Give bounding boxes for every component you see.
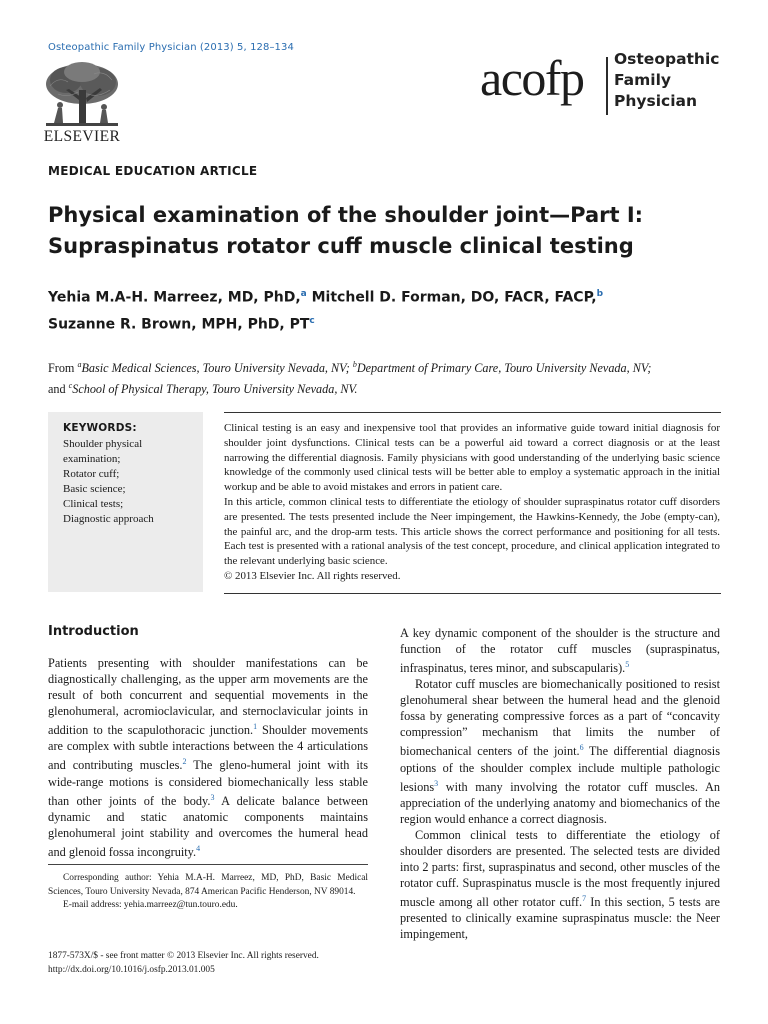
affiliation-b: Department of Primary Care, Touro University Nevada, NV; [356,361,652,376]
abstract-rule-bottom [224,593,721,594]
affiliation-from: From [48,361,78,376]
keyword-item: examination; [63,453,121,466]
citation-link[interactable]: 1 [253,722,258,732]
brand-wordmark: acofp [480,50,584,106]
body-text: The gleno-humeral joint with its wide-range motions is considered biomechanically less stable than other joints of the body. [48,758,368,808]
body-paragraph [400,827,720,942]
citation-link[interactable]: 2 [182,757,187,767]
body-column-right [400,625,720,942]
author-name: Suzanne R. Brown, MPH, PhD, PT [48,316,310,333]
footnote-rule [48,864,368,865]
journal-name-line-3: Physician [614,92,698,110]
keyword-item: Basic science; [63,483,126,496]
brand-divider [606,57,608,115]
body-column-left [48,655,368,860]
title-line-2: Supraspinatus rotator cuff muscle clinical testing [48,234,634,258]
affiliation-marker: a [77,360,82,369]
doi-link[interactable]: http://dx.doi.org/10.1016/j.osfp.2013.01.005 [48,965,215,975]
abstract [224,421,720,584]
keyword-item: Rotator cuff; [63,468,120,481]
body-paragraph [400,625,720,676]
front-matter-line: 1877-573X/$ - see front matter © 2013 Elsevier Inc. All rights reserved. [48,951,319,961]
citation-link[interactable]: 7 [582,894,587,904]
affiliation-marker: c [68,381,73,391]
affiliation-c: School of Physical Therapy, Touro University Nevada, NV. [72,382,358,397]
article-type: MEDICAL EDUCATION ARTICLE [48,164,258,178]
abstract-paragraph: Clinical testing is an easy and inexpensive tool that provides an informative guide toward initial diagnosis for shoulder joint dysfunctions. Clinical tests can be a powerful aid toward a correct diagnosis or at the least narrowing the differential diagnosis. Family physicians with good understanding of the underlying basic science knowledge of the commonly used clinical tests will be better able to employ a systematic approach in the initial workup and be able to avoid mistakes and errors in patient care. [224,422,720,494]
body-text: The differential diagnosis options of the shoulder complex include multiple pathologic lesions [400,744,720,794]
author-name: Mitchell D. Forman, DO, FACR, FACP, [311,289,597,306]
section-heading-introduction: Introduction [48,624,139,639]
journal-reference[interactable]: Osteopathic Family Physician (2013) 5, 128–134 [48,42,294,53]
body-text: Patients presenting with shoulder manifestations can be diagnostically challenging, as the upper arm movements are the result of both concurrent and sequential movements in the glenohumeral, acromioclavicular, and sternoclavicular joints in addition to the scapulothoracic junction. [48,656,368,738]
journal-name [614,49,719,112]
body-text: A key dynamic component of the shoulder is the structure and function of the rotator cuff muscles (supraspinatus, infraspinatus, teres minor, and subscapularis). [400,626,720,676]
author-name: Yehia M.A-H. Marreez, MD, PhD, [48,289,301,306]
article-title [48,200,738,262]
body-paragraph [48,655,368,860]
citation-link[interactable]: 5 [625,660,630,670]
body-paragraph [400,676,720,827]
body-text: In this section, 5 tests are presented to clinically examine supraspinatus muscle: the Neer impingement, [400,895,720,942]
citation-link[interactable]: 3 [434,778,439,788]
journal-name-line-1: Osteopathic [614,50,720,68]
author-affiliation-marker[interactable]: c [309,315,315,326]
keywords-list [63,437,154,528]
affiliation-and: and [48,382,69,397]
journal-name-line-2: Family [614,71,672,89]
affiliation-marker: b [352,360,357,369]
citation-link[interactable]: 6 [579,743,584,753]
keyword-item: Shoulder physical [63,438,143,450]
author-list [48,283,738,336]
doi-block [48,949,378,977]
body-text: Shoulder movements are complex with subtle interactions between the 4 articulations and contributing muscles. [48,723,368,773]
footnote [48,872,368,913]
affiliation-a: Basic Medical Sciences, Touro University Nevada, NV; [81,361,353,376]
author-affiliation-marker[interactable]: b [596,289,604,299]
abstract-rule-top [224,412,721,413]
publisher-name: ELSEVIER [43,128,121,145]
keywords-heading: KEYWORDS: [63,422,137,434]
citation-link[interactable]: 4 [196,843,201,853]
abstract-copyright: © 2013 Elsevier Inc. All rights reserved. [224,569,401,582]
body-text: A delicate balance between dynamic and static anatomic components maintains glenohumeral joint stability and overcomes the humeral head and glenoid fossa incongruity. [48,793,369,859]
keyword-item: Diagnostic approach [63,513,154,526]
corresponding-author: Corresponding author: Yehia M.A-H. Marreez, MD, PhD, Basic Medical Sciences, Touro University Nevada, 874 American Pacific Henderson, NV 89014. [48,873,368,897]
title-line-1: Physical examination of the shoulder joint—Part I: [48,203,644,227]
author-affiliation-marker[interactable]: a [300,289,307,299]
body-text: Common clinical tests to differentiate the etiology of shoulder disorders are presented. The selected tests are divided into 2 parts: first, supraspinatus and second, other muscles of the rotator cuff. Supraspinatus muscle is the most frequently injured muscle among all other rotator cuff. [400,827,720,910]
email-address[interactable]: E-mail address: yehia.marreez@tun.touro.edu. [63,900,238,910]
affiliations [48,356,728,398]
abstract-paragraph: In this article, common clinical tests to differentiate the etiology of shoulder supraspinatus rotator cuff disorders are presented. The tests presented include the Neer impingement, the Hawkins-Kennedy, the Jobe (empty-can), the painful arc, and the drop-arm tests. This article shows the correct performance and positioning for all tests. Each test is presented with a rational analysis of the test concept, procedure, and clinical application integrated to the relevant underlying basic science. [224,495,720,568]
citation-link[interactable]: 3 [210,792,215,802]
body-text: Rotator cuff muscles are biomechanically positioned to resist glenohumeral shear between the humeral head and the glenoid fossa by generating compressive forces as a part of “concavity compression” mechanism that limits the number of biomechanical centers of the joint. [400,677,720,759]
body-text: with many involving the rotator cuff muscles. An appreciation of the underlying anatomy and biomechanics of the region would enhance a correct diagnosis. [400,779,720,826]
keyword-item: Clinical tests; [63,498,124,511]
